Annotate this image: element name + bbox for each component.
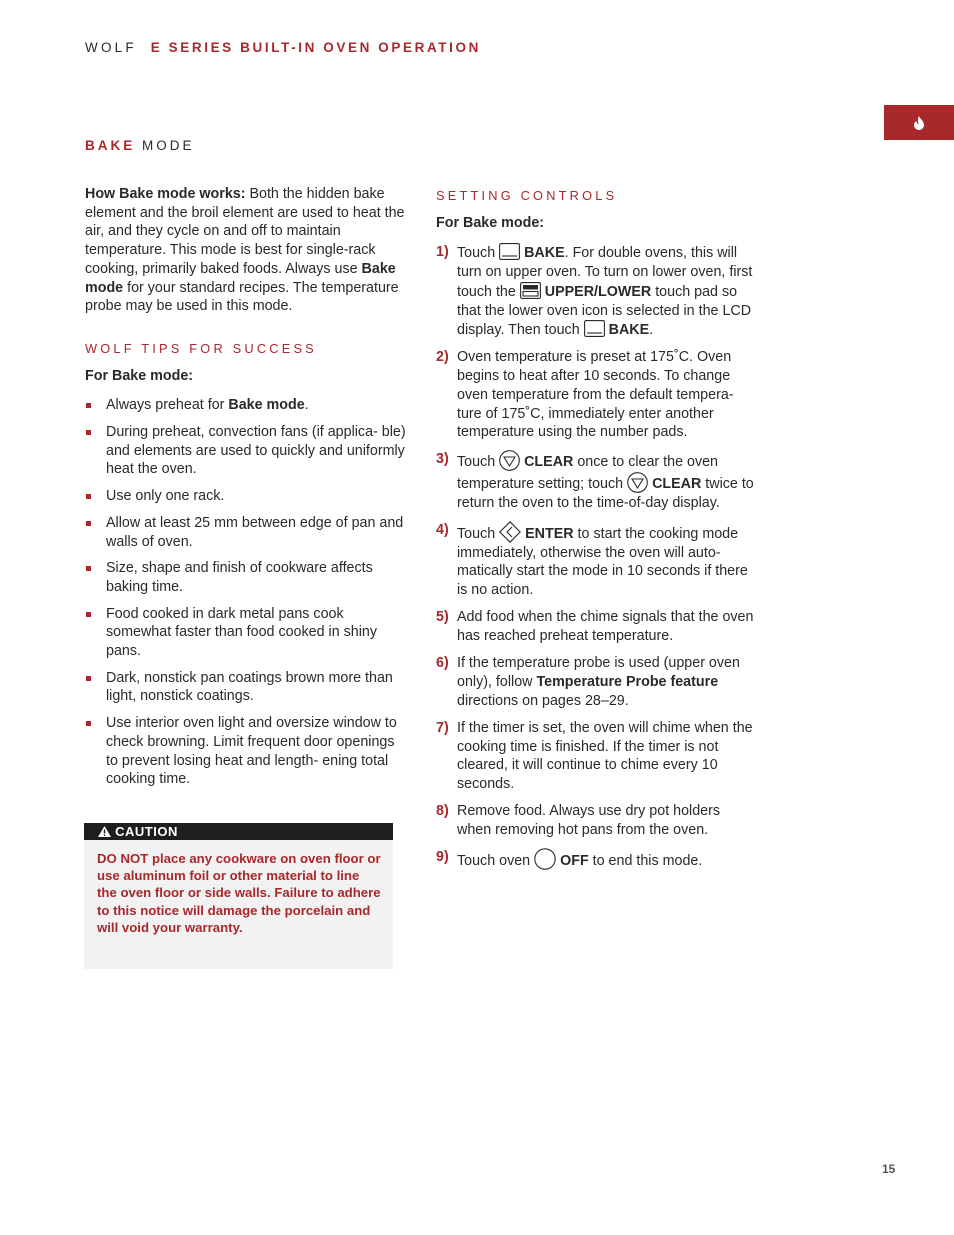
- list-item: Use only one rack.: [85, 487, 407, 506]
- section-title-highlight: BAKE: [85, 138, 136, 153]
- list-item: Always preheat for Bake mode.: [85, 396, 407, 415]
- list-item: 3) Touch CLEAR once to clear the oven temperature setting; touch CLEAR twice to return the oven to the time-of-day display.: [436, 451, 754, 511]
- clear-pad-icon: [627, 472, 648, 493]
- flame-icon: [913, 116, 925, 130]
- header-brand: WOLF: [85, 40, 137, 55]
- tips-lead: For Bake mode:: [85, 367, 194, 384]
- section-title: [85, 138, 195, 153]
- list-item: 1) Touch BAKE. For double ovens, this will turn on upper oven. To turn on lower oven, first touch the UPPER/LOWER touch pad so that the lower oven icon is selected in the LCD display. Then touch BAKE.: [436, 244, 753, 339]
- intro-label: How Bake mode works:: [85, 186, 246, 202]
- caution-label: CAUTION: [115, 824, 178, 839]
- list-item: Allow at least 25 mm between edge of pan and walls of oven.: [85, 514, 407, 551]
- list-item: During preheat, convection fans (if applica- ble) and elements are used to quickly and uniformly heat the oven.: [85, 423, 407, 479]
- caution-text: DO NOT place any cookware on oven floor or use aluminum foil or other material to line the oven floor or side walls. Failure to adhere to this notice will damage the porcelain and will void your warranty.: [97, 851, 381, 935]
- controls-heading: SETTING CONTROLS: [436, 188, 618, 203]
- list-item: 5) Add food when the chime signals that the oven has reached preheat temperature.: [436, 609, 754, 645]
- list-item: Use interior oven light and oversize window to check browning. Limit frequent door openings to prevent losing heat and length- ening total cooking time.: [85, 714, 407, 789]
- list-item: 7) If the timer is set, the oven will chime when the cooking time is finished. If the timer is not cleared, it will continue to chime every 10 seconds.: [436, 719, 753, 792]
- caution-box: [84, 823, 393, 969]
- list-item: Food cooked in dark metal pans cook somewhat faster than food cooked in shiny pans.: [85, 605, 407, 661]
- list-item: Dark, nonstick pan coatings brown more than light, nonstick coatings.: [85, 669, 407, 706]
- list-item: 8) Remove food. Always use dry pot holders when removing hot pans from the oven.: [436, 803, 721, 838]
- bake-pad-icon: [499, 243, 520, 260]
- enter-pad-icon: [499, 521, 521, 543]
- page-number: 15: [882, 1162, 896, 1176]
- list-item: 2) Oven temperature is preset at 175˚C. Oven begins to heat after 10 seconds. To change oven temperature from the default tempera- ture of 175˚C, immediately enter another temperature using the number pads.: [436, 349, 734, 441]
- list-item: Size, shape and finish of cookware affects baking time.: [85, 559, 407, 596]
- steps-list: [436, 243, 758, 870]
- intro-paragraph: How Bake mode works: Both the hidden bake element and the broil element are used to heat the air, and they cycle on and off to maintain temperature. This mode is best for single-rack cooking, primarily baked foods. Always use Bake mode for your standard recipes. The temperature probe may be used in this mode.: [85, 186, 405, 315]
- right-column: [436, 187, 758, 879]
- tips-list: [85, 396, 407, 789]
- list-item: 4) Touch ENTER to start the cooking mode immediately, otherwise the oven will auto- matically start the mode in 10 seconds if there is no action.: [436, 522, 748, 599]
- running-header: [85, 40, 481, 55]
- upper-lower-pad-icon: [520, 282, 541, 299]
- section-title-rest: MODE: [142, 138, 195, 153]
- section-tab: [884, 105, 954, 140]
- list-item: 9) Touch oven OFF to end this mode.: [436, 849, 703, 870]
- clear-pad-icon: [499, 450, 520, 471]
- warning-icon: [98, 826, 111, 837]
- list-item: 6) If the temperature probe is used (upper oven only), follow Temperature Probe feature directions on pages 28–29.: [436, 655, 740, 709]
- tips-heading: WOLF TIPS FOR SUCCESS: [85, 340, 317, 356]
- off-pad-icon: [534, 848, 556, 870]
- bake-pad-icon: [584, 320, 605, 337]
- header-title: E SERIES BUILT-IN OVEN OPERATION: [150, 40, 481, 55]
- caution-bar: [84, 823, 393, 840]
- controls-lead: For Bake mode:: [436, 214, 545, 231]
- left-column: [85, 185, 407, 797]
